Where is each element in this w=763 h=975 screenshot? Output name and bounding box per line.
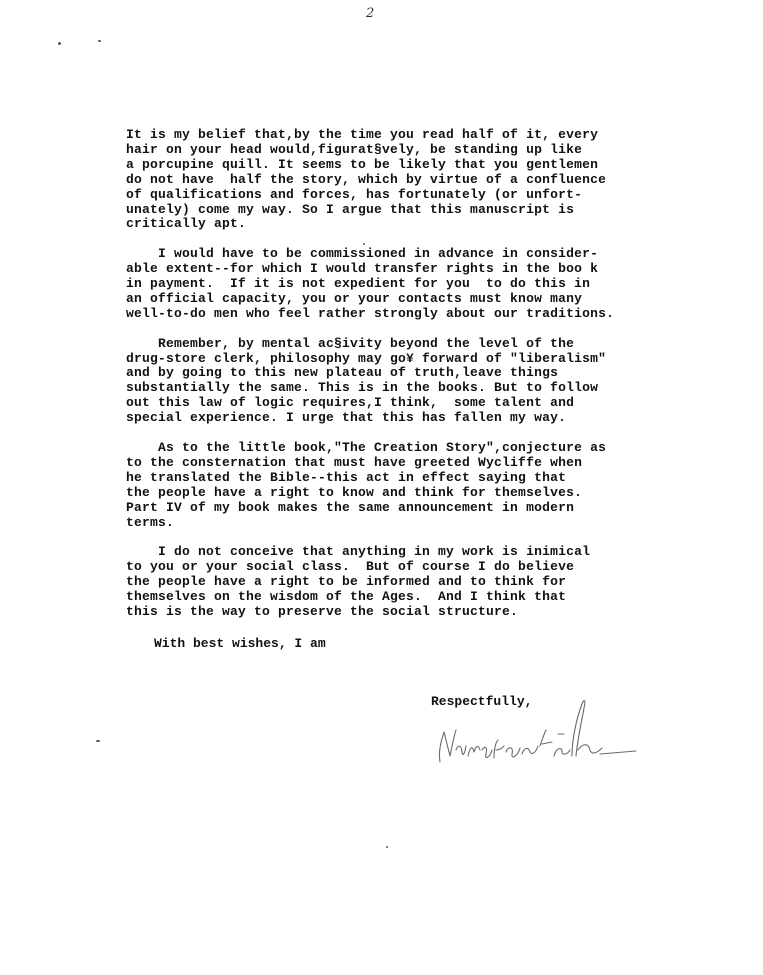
text-line: well-to-do men who feel rather strongly about our traditions. [126,305,615,321]
paragraph [126,247,706,322]
text-line: able extent--for which I would transfer rights in the boo k [126,261,599,277]
letter-body [126,128,706,635]
page-number: 2 [366,6,375,21]
text-line: drug-store clerk, philosophy may go¥ forward of "liberalism" [126,350,607,366]
text-line: Part IV of my book makes the same announcement in modern [126,499,575,515]
text-line: and by going to this new plateau of truth,leave things [126,365,559,381]
text-line: of qualifications and forces, has fortunately (or unfort- [126,186,583,202]
scan-speck [96,740,100,742]
paragraph [126,545,706,620]
text-line: an official capacity, you or your contacts must know many [126,290,583,306]
text-line: hair on your head would,figurat§vely, be standing up like [126,141,583,157]
text-line: the people have a right to know and think for themselves. [126,484,583,500]
text-line: he translated the Bible--this act in effect saying that [126,469,567,485]
handwritten-signature [432,690,642,770]
paragraph [126,441,706,530]
text-line: Remember, by mental ac§ivity beyond the level of the [126,335,575,351]
text-line: critically apt. [126,216,247,232]
text-line: I would have to be commissioned in advance in consider- [126,246,599,262]
text-line: It is my belief that,by the time you read half of it, every [126,127,599,142]
scan-speck [58,42,61,45]
text-line: to the consternation that must have greeted Wycliffe when [126,454,583,470]
text-line: a porcupine quill. It seems to be likely that you gentlemen [126,156,599,172]
text-line: I do not conceive that anything in my work is inimical [126,544,591,560]
text-line: As to the little book,"The Creation Story",conjecture as [126,439,607,455]
text-line: substantially the same. This is in the books. But to follow [126,380,599,396]
paragraph [126,128,706,232]
text-line: special experience. I urge that this has fallen my way. [126,410,567,426]
text-line: out this law of logic requires,I think, some talent and [126,395,575,411]
text-line: terms. [126,514,175,530]
scan-speck [386,846,388,848]
text-line: the people have a right to be informed and to think for [126,574,567,590]
closing-line: With best wishes, I am [154,636,326,651]
text-line: this is the way to preserve the social structure. [126,603,519,619]
text-line: themselves on the wisdom of the Ages. And I think that [126,589,567,605]
text-line: in payment. If it is not expedient for you to do this in [126,276,591,292]
scan-speck [98,40,101,42]
signoff: Respectfully, [431,694,533,709]
text-line: to you or your social class. But of course I do believe [126,559,575,575]
text-line: do not have half the story, which by virtue of a confluence [126,171,607,187]
paragraph [126,337,706,426]
text-line: unately) come my way. So I argue that this manuscript is [126,201,575,217]
